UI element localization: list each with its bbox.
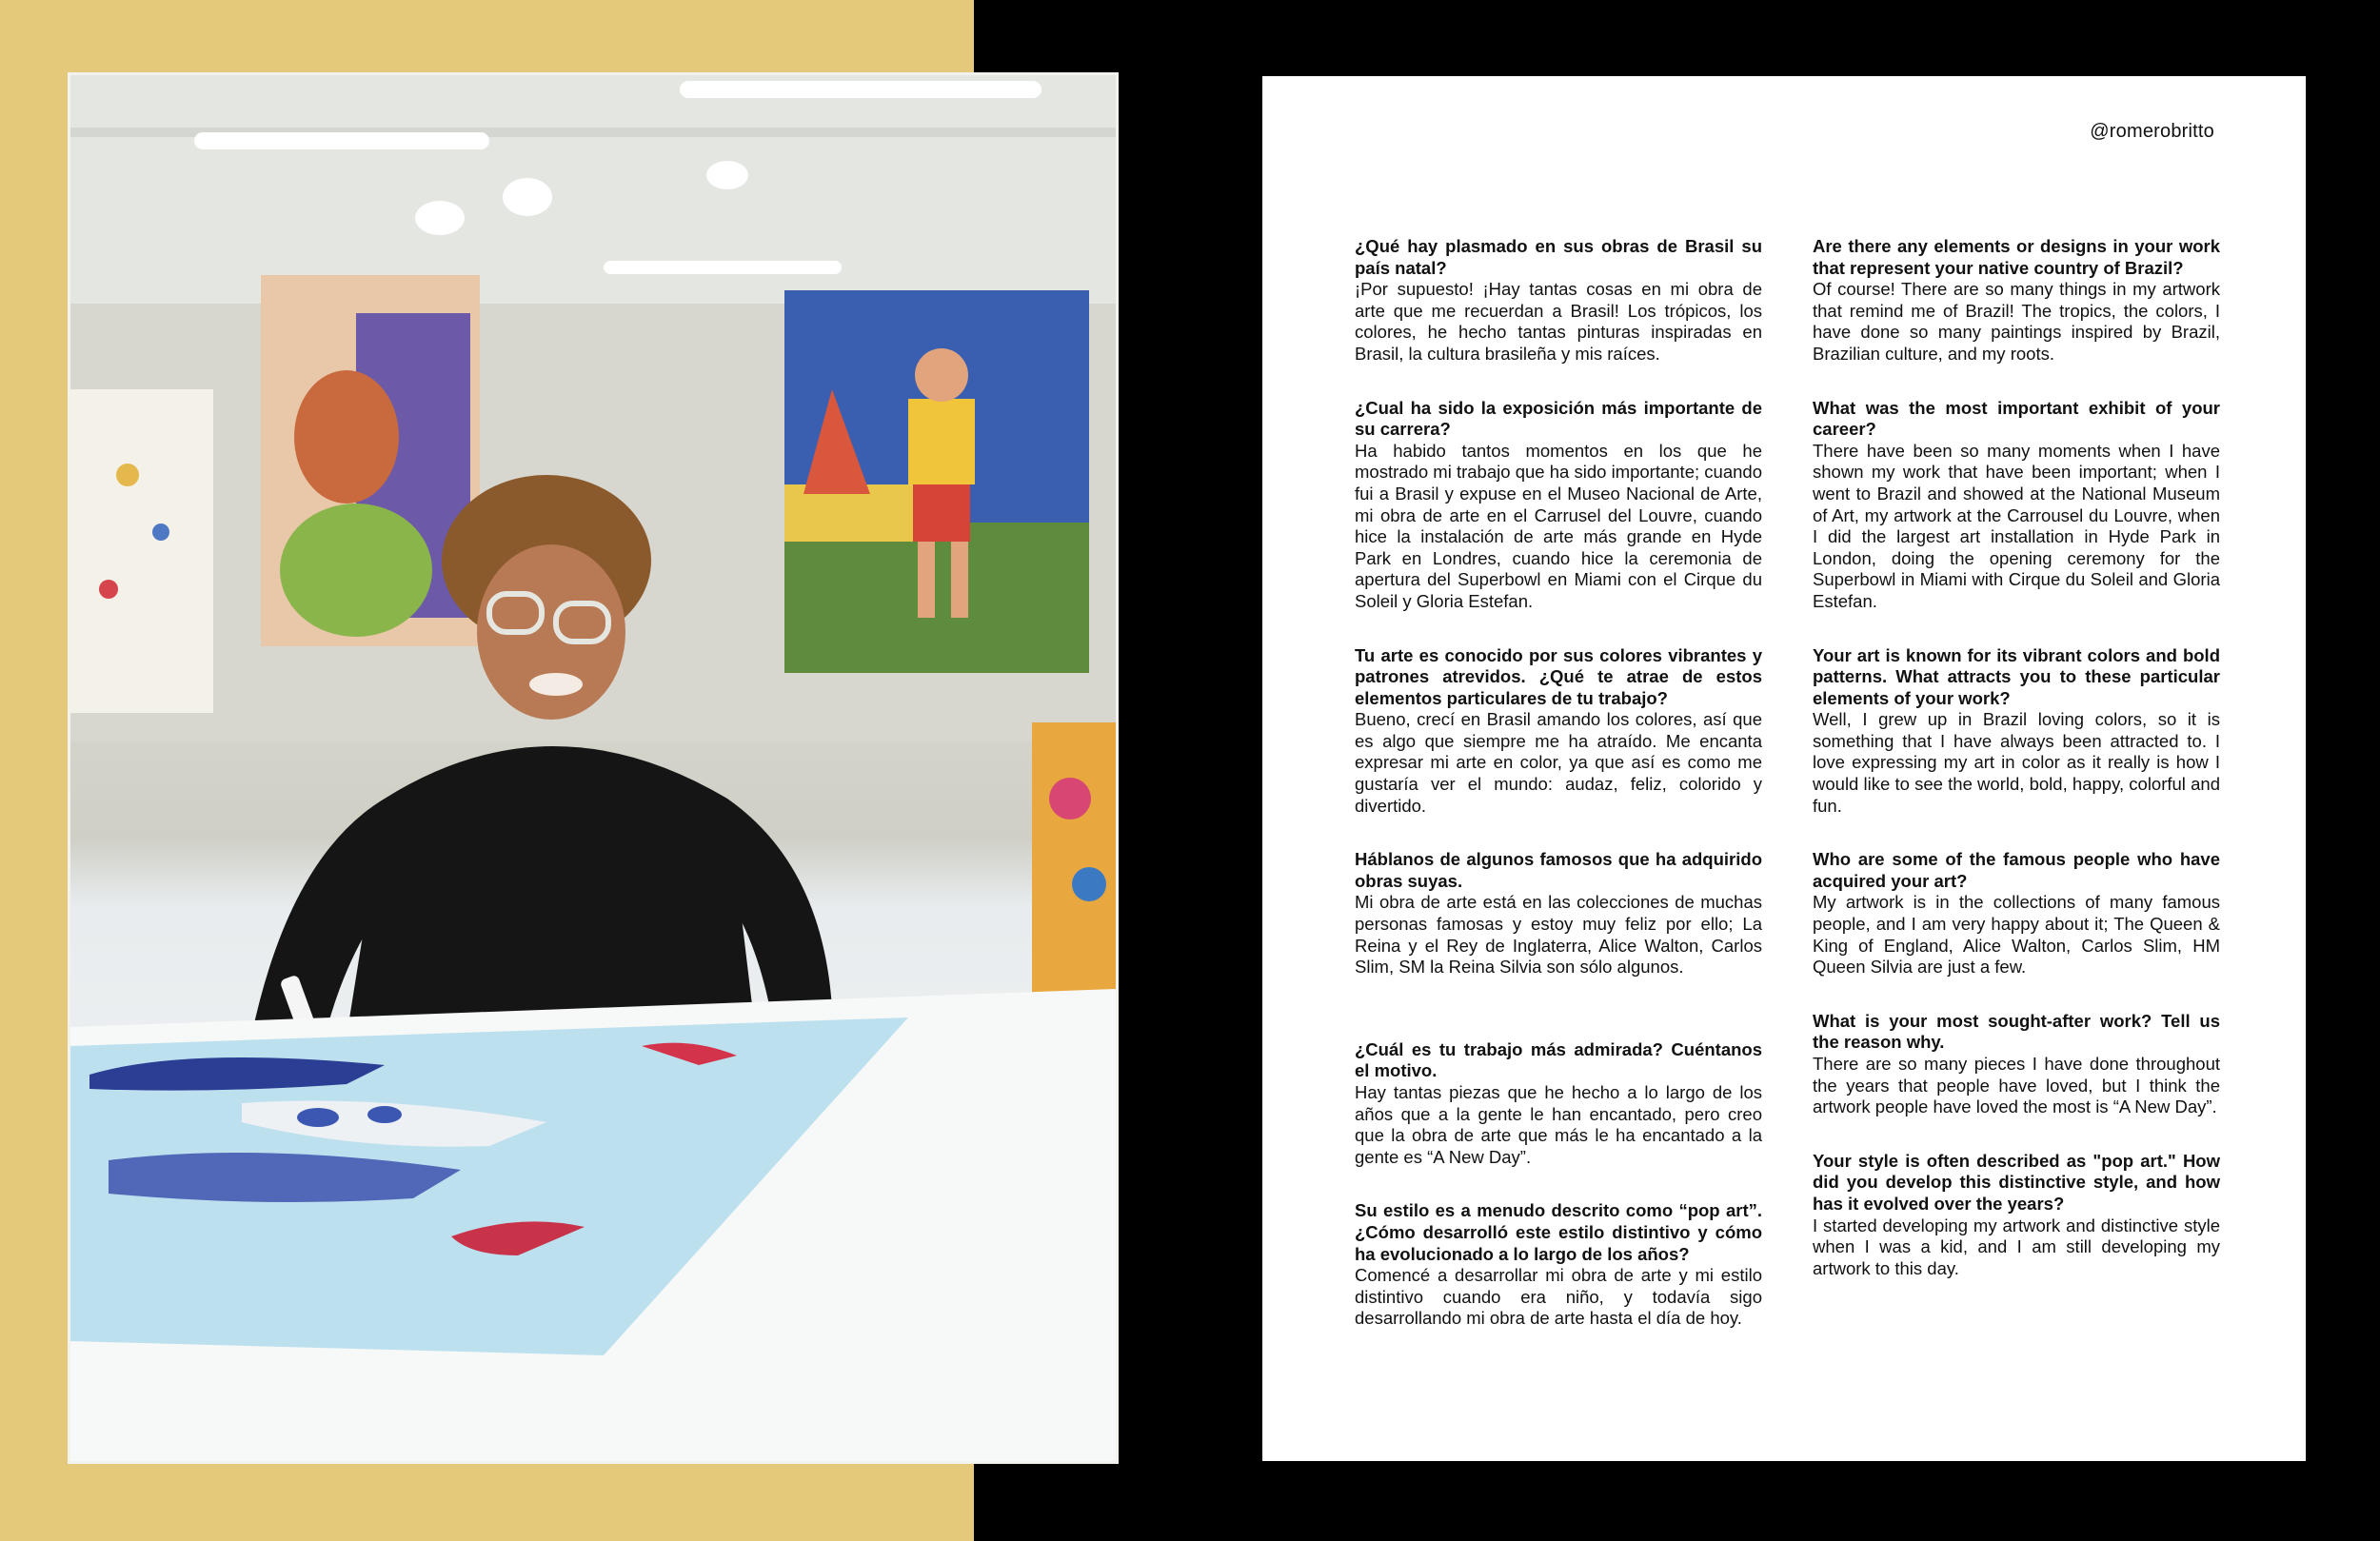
pendant-lamp xyxy=(706,161,748,189)
qa-block xyxy=(1813,1011,2220,1118)
answer: There have been so many moments when I have shown my work that have been important; when I went to Brazil and showed at the National Museum of Art, my artwork at the Carrousel du Louvre, when I did the largest art installation in Hyde Park in London, doing the opening ceremony for the Superbowl in Miami with Cirque du Soleil and Gloria Estefan. xyxy=(1813,440,2220,611)
answer: Bueno, crecí en Brasil amando los colores, así que es algo que siempre me ha atraído. Me encanta expresar mi arte en color, ya que así es como me gustaría ver el mundo: audaz, feliz, colorido y divertido. xyxy=(1355,709,1762,816)
question: ¿Qué hay plasmado en sus obras de Brasil su país natal? xyxy=(1355,236,1762,278)
question: ¿Cuál es tu trabajo más admirada? Cuéntanos el motivo. xyxy=(1355,1038,1762,1081)
ceiling xyxy=(70,75,1116,323)
qa-block xyxy=(1813,236,2220,365)
answer: Mi obra de arte está en las colecciones de muchas personas famosas y estoy muy feliz por ello; La Reina y el Rey de Inglaterra, Alice Walton, Carlos Slim, SM la Reina Silvia son sólo algunos. xyxy=(1355,892,1762,978)
qa-block xyxy=(1355,849,1762,978)
question: What was the most important exhibit of your career? xyxy=(1813,397,2220,440)
question: Your style is often described as "pop art." How did you develop this distinctive style, and how has it evolved over the years? xyxy=(1813,1150,2220,1214)
photo-illustration xyxy=(70,75,1116,1461)
article-page xyxy=(1262,76,2306,1461)
qa-block xyxy=(1355,236,1762,365)
qa-block xyxy=(1355,645,1762,818)
person-sweater xyxy=(347,746,756,1037)
answer: Of course! There are so many things in my artwork that remind me of Brazil! The tropics, the colors, I have done so many paintings inspired by Brazil, Brazilian culture, and my roots. xyxy=(1813,279,2220,364)
question: Are there any elements or designs in your work that represent your native country of Brazil? xyxy=(1813,236,2220,278)
ceiling-light xyxy=(680,81,1041,98)
question: Su estilo es a menudo descrito como “pop art”. ¿Cómo desarrolló este estilo distintivo y cómo ha evolucionado a lo largo de los años? xyxy=(1355,1200,1762,1264)
pendant-lamp xyxy=(415,201,465,235)
question: Tu arte es conocido por sus colores vibrantes y patrones atrevidos. ¿Qué te atrae de estos elementos particulares de tu trabajo? xyxy=(1355,644,1762,708)
english-column xyxy=(1813,236,2220,1312)
qa-block xyxy=(1813,849,2220,978)
question: Háblanos de algunos famosos que ha adquirido obras suyas. xyxy=(1355,849,1762,891)
answer: Ha habido tantos momentos en los que he mostrado mi trabajo que ha sido importante; cuando fui a Brasil y expuse en el Museo Nacional de Arte, mi obra de arte en el Carrusel del Louvre, cuando hice la instalación de arte más grande en Hyde Park en Londres, cuando hice la ceremonia de apertura del Superbowl en Miami con el Cirque du Soleil y Gloria Estefan. xyxy=(1355,440,1762,611)
pendant-lamp xyxy=(503,178,552,216)
answer: Well, I grew up in Brazil loving colors, so it is something that I have always been attracted to. I love expressing my art in color as it really is how I would like to see the world, bold, happy, colorful and fun. xyxy=(1813,709,2220,816)
qa-block xyxy=(1355,1039,1762,1169)
question: Your art is known for its vibrant colors and bold patterns. What attracts you to these particular elements of your work? xyxy=(1813,644,2220,708)
answer: There are so many pieces I have done throughout the years that people have loved, but I think the artwork people have loved the most is “A New Day”. xyxy=(1813,1054,2220,1117)
artist-photo xyxy=(68,72,1119,1464)
qa-block xyxy=(1813,645,2220,818)
answer: Comencé a desarrollar mi obra de arte y mi estilo distintivo cuando era niño, y todavía sigo desarrollando mi obra de arte hasta el día de hoy. xyxy=(1355,1265,1762,1329)
qa-block xyxy=(1813,1151,2220,1280)
qa-block xyxy=(1813,398,2220,613)
question: What is your most sought-after work? Tell us the reason why. xyxy=(1813,1010,2220,1053)
question: Who are some of the famous people who have acquired your art? xyxy=(1813,849,2220,891)
spanish-column xyxy=(1355,236,1762,1362)
artwork-left xyxy=(70,389,213,713)
ceiling-light xyxy=(194,132,489,149)
instagram-handle: @romerobritto xyxy=(2090,121,2214,142)
question: ¿Cual ha sido la exposición más importante de su carrera? xyxy=(1355,397,1762,440)
qa-block xyxy=(1355,398,1762,613)
answer: My artwork is in the collections of many famous people, and I am very happy about it; The Queen & King of England, Alice Walton, Carlos Slim, HM Queen Silvia are just a few. xyxy=(1813,892,2220,978)
qa-block xyxy=(1355,1200,1762,1330)
answer: I started developing my artwork and distinctive style when I was a kid, and I am still developing my artwork to this day. xyxy=(1813,1215,2220,1278)
answer: ¡Por supuesto! ¡Hay tantas cosas en mi obra de arte que me recuerdan a Brasil! Los trópicos, los colores, he hecho tantas pinturas inspiradas en Brasil, la cultura brasileña y mis raíces. xyxy=(1355,279,1762,364)
answer: Hay tantas piezas que he hecho a lo largo de los años que a la gente le han encantado, pero creo que la obra de arte que más le ha encantado a la gente es “A New Day”. xyxy=(1355,1082,1762,1167)
